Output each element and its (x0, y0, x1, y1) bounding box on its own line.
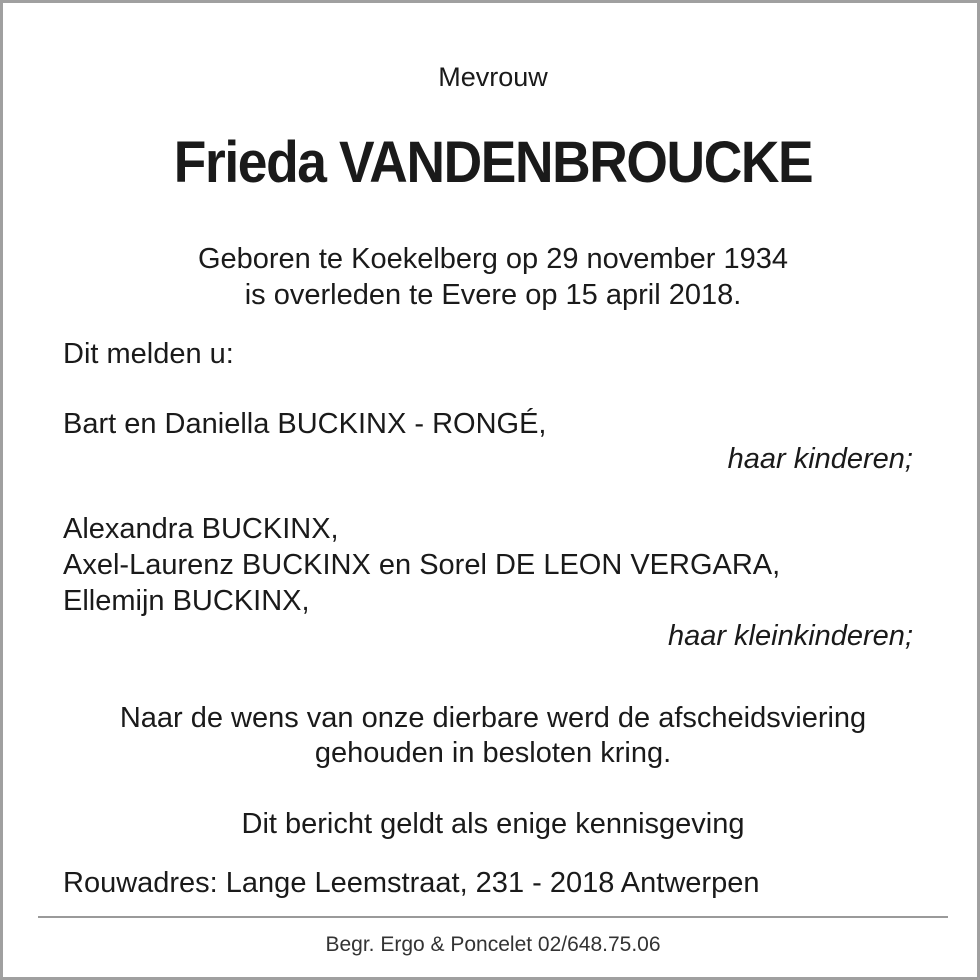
grandchild-name: Ellemijn BUCKINX, (63, 585, 310, 617)
wish-line-2: gehouden in besloten kring. (314, 737, 672, 769)
children-names: Bart en Daniella BUCKINX - RONGÉ, (63, 408, 547, 440)
birth-line: Geboren te Koekelberg op 29 november 1934 (197, 243, 789, 275)
children-relation: haar kinderen; (727, 443, 913, 475)
grandchildren-relation: haar kleinkinderen; (667, 620, 913, 652)
salutation: Mevrouw (438, 62, 548, 92)
deceased-name: Frieda VANDENBROUCKE (173, 130, 813, 195)
wish-line-1: Naar de wens van onze dierbare werd de afscheidsviering (119, 702, 867, 734)
grandchild-name: Axel-Laurenz BUCKINX en Sorel DE LEON VERGARA, (63, 549, 781, 581)
death-line: is overleden te Evere op 15 april 2018. (244, 279, 742, 311)
address-line: Rouwadres: Lange Leemstraat, 231 - 2018 Antwerpen (63, 867, 760, 899)
intro-line: Dit melden u: (63, 338, 234, 370)
notice-only-line: Dit bericht geldt als enige kennisgeving (241, 808, 745, 840)
grandchild-name: Alexandra BUCKINX, (63, 513, 339, 545)
footer-divider (38, 916, 948, 918)
funeral-home-line: Begr. Ergo & Poncelet 02/648.75.06 (325, 933, 661, 956)
